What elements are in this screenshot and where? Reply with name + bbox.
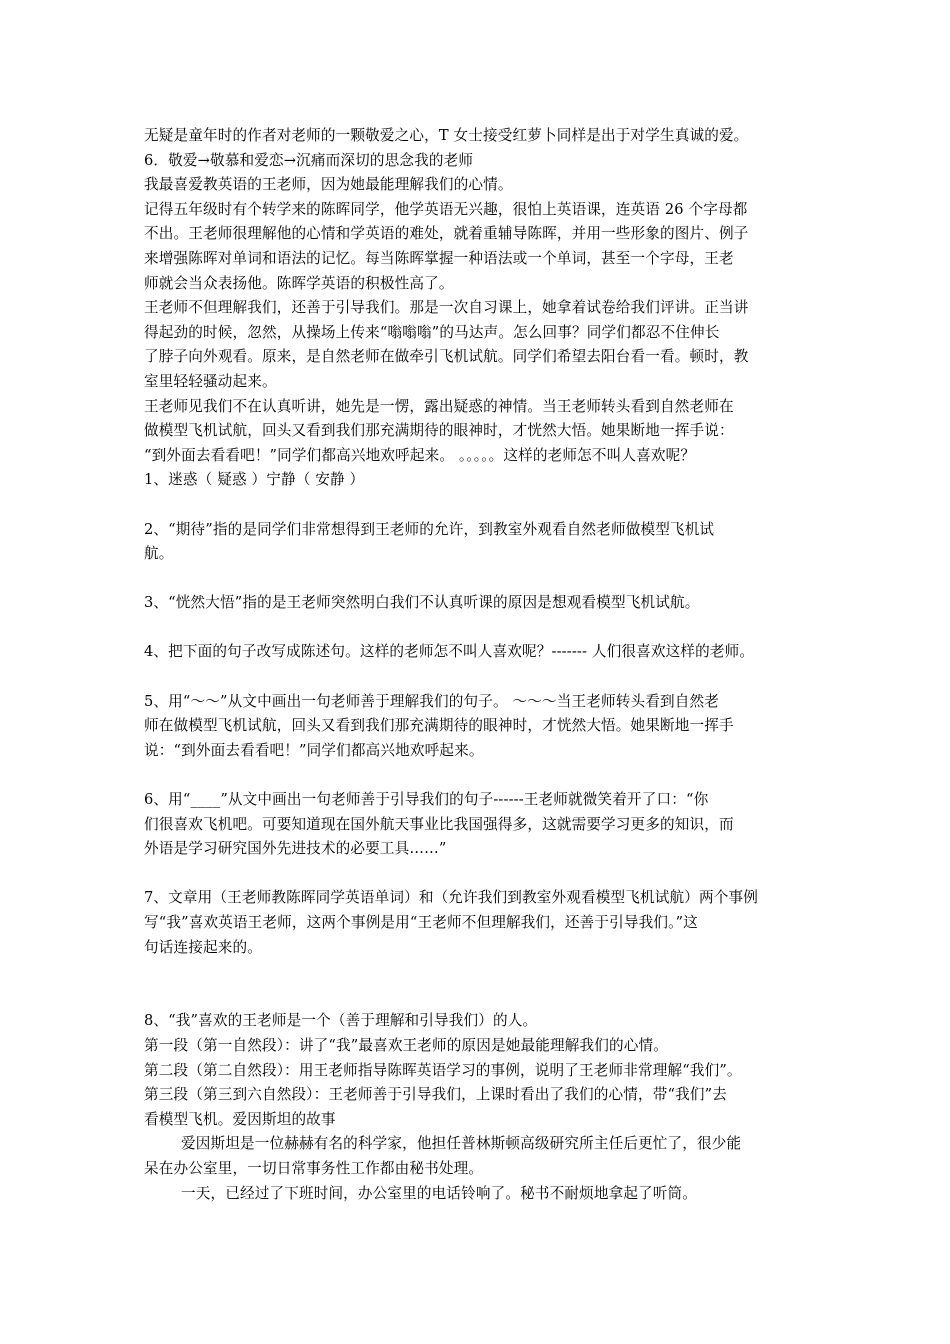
text-line: 5、用“～～”从文中画出一句老师善于理解我们的句子。 ～～～当王老师转头看到自然老 — [144, 692, 719, 710]
text-line: “到外面去看看吧！”同学们都高兴地欢呼起来。 。。。。。这样的老师怎不叫人喜欢呢？ — [144, 446, 696, 464]
text-line: 说：“到外面去看看吧！”同学们都高兴地欢呼起来。 — [144, 741, 484, 759]
text-line: 王老师不但理解我们，还善于引导我们。那是一次自习课上，她拿着试卷给我们评讲。正当讲 — [144, 299, 749, 317]
text-line-indented: 一天，已经过了下班时间，办公室里的电话铃响了。秘书不耐烦地拿起了听筒。 — [181, 1184, 698, 1202]
document-body — [144, 124, 812, 1206]
text-line: 8、“我”喜欢的王老师是一个（善于理解和引导我们）的人。 — [144, 1012, 538, 1030]
text-line: 做模型飞机试航，回头又看到我们那充满期待的眼神时，才恍然大悟。她果断地一挥手说： — [144, 422, 734, 440]
blank-line — [144, 616, 812, 641]
text-line: 了脖子向外观看。原来，是自然老师在做牵引飞机试航。同学们希望去阳台看一看。顿时，教 — [144, 348, 749, 366]
blank-line — [144, 862, 812, 887]
blank-line — [144, 567, 812, 592]
text-line: 无疑是童年时的作者对老师的一颗敬爱之心，T 女士接受红萝卜同样是出于对学生真诚的爱。 — [144, 127, 749, 144]
text-line: 不出。王老师很理解他的心情和学英语的难处，就着重辅导陈晖，并用一些形象的图片、例子 — [144, 225, 749, 243]
text-line: 得起劲的时候，忽然，从操场上传来“嗡嗡嗡”的马达声。怎么回事？同学们都忍不住伸长 — [144, 323, 720, 341]
text-line: 第一段（第一自然段）：讲了“我”最喜欢王老师的原因是她最能理解我们的心情。 — [144, 1036, 668, 1054]
text-line: 6．敬爱→敬慕和爱恋→沉痛而深切的思念我的老师 — [144, 151, 474, 169]
blank-line — [144, 665, 812, 690]
text-line: 我最喜爱教英语的王老师，因为她最能理解我们的心情。 — [144, 176, 513, 194]
text-line: 7、文章用（王老师教陈晖同学英语单词）和（允许我们到教室外观看模型飞机试航）两个事例 — [144, 889, 758, 907]
text-line: 们很喜欢飞机吧。可要知道现在国外航天事业比我国强得多，这就需要学习更多的知识，而 — [144, 815, 734, 833]
text-line: 师在做模型飞机试航，回头又看到我们那充满期待的眼神时，才恍然大悟。她果断地一挥手 — [144, 717, 734, 735]
text-line: 6、用“____”从文中画出一句老师善于引导我们的句子------王老师就微笑着开了口：“你 — [144, 791, 709, 809]
text-line: 句话连接起来的。 — [144, 938, 262, 956]
text-line: 看模型飞机。爱因斯坦的故事 — [144, 1110, 336, 1128]
text-line: 2、“期待”指的是同学们非常想得到王老师的允许，到教室外观看自然老师做模型飞机试 — [144, 520, 715, 538]
text-line: 4、把下面的句子改写成陈述句。这样的老师怎不叫人喜欢呢？------- 人们很喜欢这样的老师。 — [144, 643, 755, 661]
text-line-indented: 爱因斯坦是一位赫赫有名的科学家，他担任普林斯顿高级研究所主任后更忙了，很少能 — [181, 1135, 742, 1153]
text-line: 呆在办公室里，一切日常事务性工作都由秘书处理。 — [144, 1159, 484, 1177]
text-line: 室里轻轻骚动起来。 — [144, 372, 277, 390]
text-line: 第三段（第三到六自然段）：王老师善于引导我们，上课时看出了我们的心情，带“我们”去 — [144, 1086, 727, 1104]
text-line: 写“我”喜欢英语王老师，这两个事例是用“王老师不但理解我们，还善于引导我们。”这 — [144, 914, 698, 931]
blank-line — [144, 493, 812, 518]
blank-line — [144, 763, 812, 788]
text-line: 外语是学习研究国外先进技术的必要工具……” — [144, 840, 447, 858]
text-line: 记得五年级时有个转学来的陈晖同学，他学英语无兴趣，很怕上英语课，连英语 26 个字母都 — [144, 200, 748, 218]
text-line: 王老师见我们不在认真听讲，她先是一愣，露出疑惑的神情。当王老师转头看到自然老师在 — [144, 397, 734, 415]
text-line: 第二段（第二自然段）：用王老师指导陈晖英语学习的事例，说明了王老师非常理解“我们”。 — [144, 1061, 742, 1079]
text-line: 3、“恍然大悟”指的是王老师突然明白我们不认真听课的原因是想观看模型飞机试航。 — [144, 594, 700, 612]
text-line: 来增强陈晖对单词和语法的记忆。每当陈晖掌握一种语法或一个单词，甚至一个字母，王老 — [144, 249, 734, 267]
text-line: 航。 — [144, 545, 174, 563]
text-line: 师就会当众表扬他。陈晖学英语的积极性高了。 — [144, 274, 454, 292]
text-line: 1、迷惑（ 疑惑 ）宁静（ 安静 ） — [144, 471, 365, 489]
blank-line — [144, 985, 812, 1010]
blank-line — [144, 960, 812, 985]
